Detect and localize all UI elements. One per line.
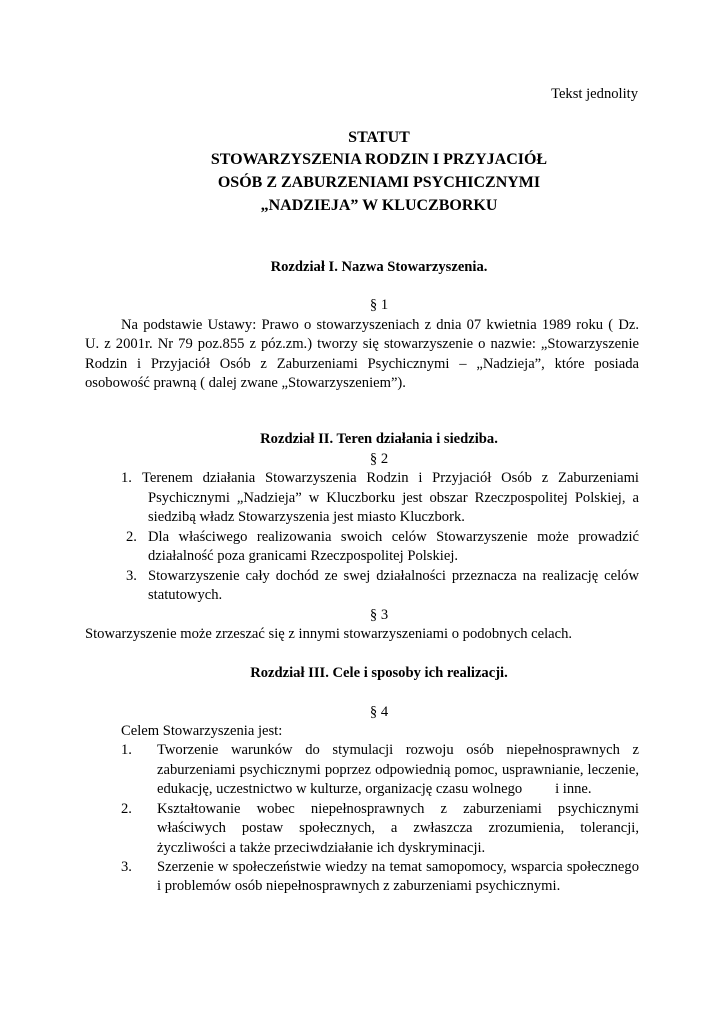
list-item-line: działalność poza granicami Rzeczpospolitej Polskiej. xyxy=(148,548,459,564)
title-line-2: STOWARZYSZENIA RODZIN I PRZYJACIÓŁ xyxy=(210,151,548,168)
chapter-3-heading: Rozdział III. Cele i sposoby ich realizacji. xyxy=(250,665,508,681)
document-note: Tekst jednolity xyxy=(551,86,638,102)
paragraph-line: Rodzin i Przyjaciół Osób z Zaburzeniami Psychicznymi – „Nadzieja”, które posiada xyxy=(85,356,639,372)
list-item-line: Stowarzyszenie cały dochód ze swej działalności przeznacza na realizację celów xyxy=(148,568,639,584)
section-3-mark: § 3 xyxy=(369,607,389,623)
title-line-1: STATUT xyxy=(348,129,410,146)
section-1-mark: § 1 xyxy=(369,297,389,313)
list-number: 2. xyxy=(121,801,132,817)
list-item-line: Szerzenie w społeczeństwie wiedzy na temat samopomocy, wsparcia społecznego xyxy=(157,859,639,875)
list-item-line: Kształtowanie wobec niepełnosprawnych z zaburzeniami psychicznymi xyxy=(157,801,639,817)
paragraph-line: U. z 2001r. Nr 79 poz.855 z póz.zm.) tworzy się stowarzyszenie o nazwie: „Stowarzyszenie xyxy=(85,336,639,352)
title-line-4: „NADZIEJA” W KLUCZBORKU xyxy=(260,197,498,214)
chapter-2-heading: Rozdział II. Teren działania i siedziba. xyxy=(260,431,498,447)
list-item-line: Psychicznymi „Nadzieja” w Kluczborku jest obszar Rzeczpospolitej Polskiej, a xyxy=(148,490,639,506)
list-number: 2. xyxy=(126,529,137,545)
section-4-mark: § 4 xyxy=(369,704,389,720)
chapter-1-heading: Rozdział I. Nazwa Stowarzyszenia. xyxy=(270,259,488,275)
list-item-line: Tworzenie warunków do stymulacji rozwoju osób niepełnosprawnych z xyxy=(157,742,639,758)
list-number: 3. xyxy=(121,859,132,875)
list-item-line: statutowych. xyxy=(148,587,223,603)
list-item-line: właściwych postaw społecznych, a zwłaszcza zrozumienia, tolerancji, xyxy=(157,820,639,836)
list-number: 1. xyxy=(121,742,132,758)
paragraph-line: Na podstawie Ustawy: Prawo o stowarzyszeniach z dnia 07 kwietnia 1989 roku ( Dz. xyxy=(121,317,639,333)
list-number: 1. xyxy=(121,470,132,486)
list-number: 3. xyxy=(126,568,137,584)
list-item-line: życzliwości a także przeciwdziałanie ich dyskryminacji. xyxy=(157,840,486,856)
section-4-intro: Celem Stowarzyszenia jest: xyxy=(121,723,283,739)
list-item-line: Terenem działania Stowarzyszenia Rodzin i Przyjaciół Osób z Zaburzeniami xyxy=(142,470,639,486)
list-item-line: zaburzeniami psychicznymi poprzez odpowiednią pomoc, usprawnianie, leczenie, xyxy=(157,762,639,778)
title-line-3: OSÓB Z ZABURZENIAMI PSYCHICZNYMI xyxy=(217,174,541,191)
list-item-line: Dla właściwego realizowania swoich celów Stowarzyszenie może prowadzić xyxy=(148,529,639,545)
list-item-line: edukację, uczestnictwo w kulturze, organizację czasu wolnego i inne. xyxy=(157,781,592,797)
list-item-line: i problemów osób niepełnosprawnych z zaburzeniami psychicznymi. xyxy=(157,878,561,894)
section-3-text: Stowarzyszenie może zrzeszać się z innymi stowarzyszeniami o podobnych celach. xyxy=(85,626,573,642)
paragraph-line: osobowość prawną ( dalej zwane „Stowarzyszeniem”). xyxy=(85,375,406,391)
list-item-line: siedzibą władz Stowarzyszenia jest miasto Kluczbork. xyxy=(148,509,465,525)
section-2-mark: § 2 xyxy=(369,451,389,467)
